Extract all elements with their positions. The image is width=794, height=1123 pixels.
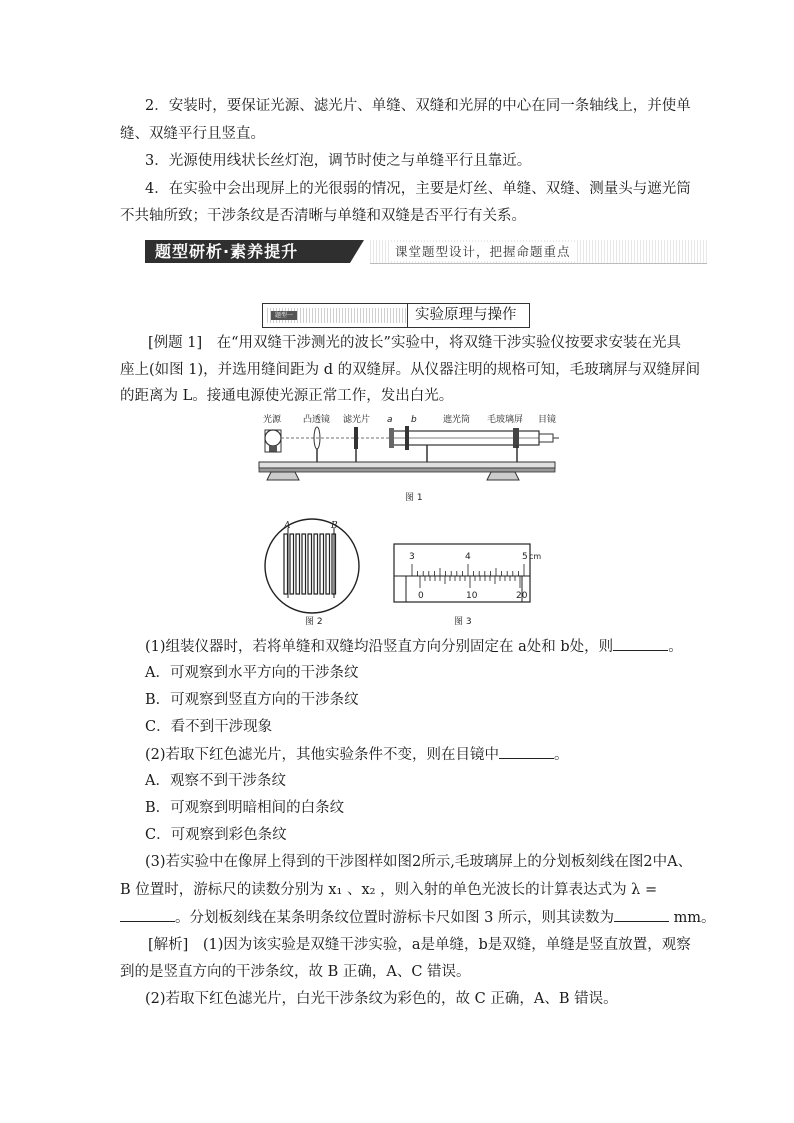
section-banner: [145, 240, 707, 263]
question-1-option-c: C．看不到干涉现象: [145, 719, 273, 735]
fig1-label-b: b: [411, 415, 417, 425]
question-3-line2: B 位置时，游标尺的读数分别为 x₁ 、x₂ ，则入射的单色光波长的计算表达式为 λ =: [120, 882, 658, 898]
figure-1-apparatus: [255, 412, 565, 504]
example-line1: [例题 1] 在“用双缝干涉测光的波长”实验中，将双缝干涉实验仪按要求安装在光具: [148, 335, 681, 351]
fig1-label-light-source: 光源: [263, 415, 282, 425]
fig3-unit: cm: [529, 552, 542, 561]
question-1-option-a: A．可观察到水平方向的干涉条纹: [145, 665, 359, 681]
question-1: (1)组装仪器时，若将单缝和双缝均沿竖直方向分别固定在 a处和 b处，则 。: [145, 636, 683, 657]
example-line3: 的距离为 L。接通电源使光源正常工作，发出白光。: [120, 388, 454, 404]
figure-3-caption: 图 3: [454, 617, 472, 627]
fig3-vernier-10: 10: [466, 591, 478, 601]
note-3: 3．光源使用线状长丝灯泡，调节时使之与单缝平行且靠近。: [145, 153, 532, 169]
fig3-vernier-0: 0: [418, 591, 424, 601]
solution-line3: (2)若取下红色滤光片，白光干涉条纹为彩色的，故 C 正确，A、B 错误。: [145, 991, 618, 1007]
lamp-icon: [265, 430, 281, 446]
banner-arrow: [350, 240, 364, 263]
fig1-label-screen: 毛玻璃屏: [487, 415, 524, 425]
figure-2-caption: 图 2: [305, 617, 323, 627]
solution-line2: 到的是竖直方向的干涉条纹，故 B 正确，A、C 错误。: [120, 964, 471, 980]
fig1-label-filter: 滤光片: [343, 415, 371, 425]
figure-2-fringes: [262, 516, 362, 628]
question-2-option-b: B．可观察到明暗相间的白条纹: [145, 800, 345, 816]
figure-3-vernier: [392, 542, 542, 628]
fig1-label-a: a: [387, 415, 393, 425]
banner-title: 题型研析·素养提升: [145, 240, 350, 263]
topic-divider: [407, 304, 408, 327]
filter-icon: [354, 427, 358, 449]
answer-blank-2[interactable]: [499, 744, 554, 759]
topic-tag: 题型一: [267, 308, 407, 323]
answer-blank-3[interactable]: [120, 907, 175, 922]
fig3-main-5: 5: [522, 552, 528, 562]
answer-blank-1[interactable]: [613, 636, 668, 651]
note-2-line2: 缝、双缝平行且竖直。: [120, 126, 265, 142]
fig1-label-convex-lens: 凸透镜: [303, 415, 331, 425]
banner-subtitle: 课堂题型设计，把握命题重点: [391, 242, 575, 261]
figure-1-caption: 图 1: [405, 493, 423, 503]
example-line2: 座上(如图 1)，并选用缝间距为 d 的双缝屏。从仪器注明的规格可知，毛玻璃屏与双缝屏间: [120, 362, 701, 378]
question-2-option-c: C．可观察到彩色条纹: [145, 827, 287, 843]
solution-line1: [解析] (1)因为该实验是双缝干涉实验，a是单缝，b是双缝，单缝是竖直放置，观察: [148, 937, 691, 953]
topic-box: [262, 303, 530, 328]
fig3-main-3: 3: [409, 552, 415, 562]
note-4-line1: 4．在实验中会出现屏上的光很弱的情况，主要是灯丝、单缝、双缝、测量头与遮光筒: [145, 181, 691, 197]
fig1-label-tube: 遮光筒: [443, 415, 471, 425]
note-2-line1: 2．安装时，要保证光源、滤光片、单缝、双缝和光屏的中心在同一条轴线上，并使单: [145, 98, 691, 114]
fig3-main-4: 4: [465, 552, 471, 562]
fig1-label-eyepiece: 目镜: [538, 415, 557, 425]
fig3-vernier-20: 20: [516, 591, 528, 601]
question-3-line3: 。分划板刻线在某条明条纹位置时游标卡尺如图 3 所示，则其读数为 mm。: [120, 907, 716, 928]
question-2-option-a: A．观察不到干涉条纹: [145, 773, 286, 789]
question-1-option-b: B．可观察到竖直方向的干涉条纹: [145, 692, 359, 708]
note-4-line2: 不共轴所致；干涉条纹是否清晰与单缝和双缝是否平行有关系。: [120, 208, 526, 224]
question-2: (2)若取下红色滤光片，其他实验条件不变，则在目镜中 。: [145, 744, 569, 765]
answer-blank-4[interactable]: [614, 907, 669, 922]
fig2-label-b: B: [331, 521, 338, 531]
fig2-label-a: A: [284, 521, 291, 531]
question-3-line1: (3)若实验中在像屏上得到的干涉图样如图2所示,毛玻璃屏上的分划板刻线在图2中A、: [145, 854, 693, 870]
topic-label: 实验原理与操作: [415, 307, 517, 323]
